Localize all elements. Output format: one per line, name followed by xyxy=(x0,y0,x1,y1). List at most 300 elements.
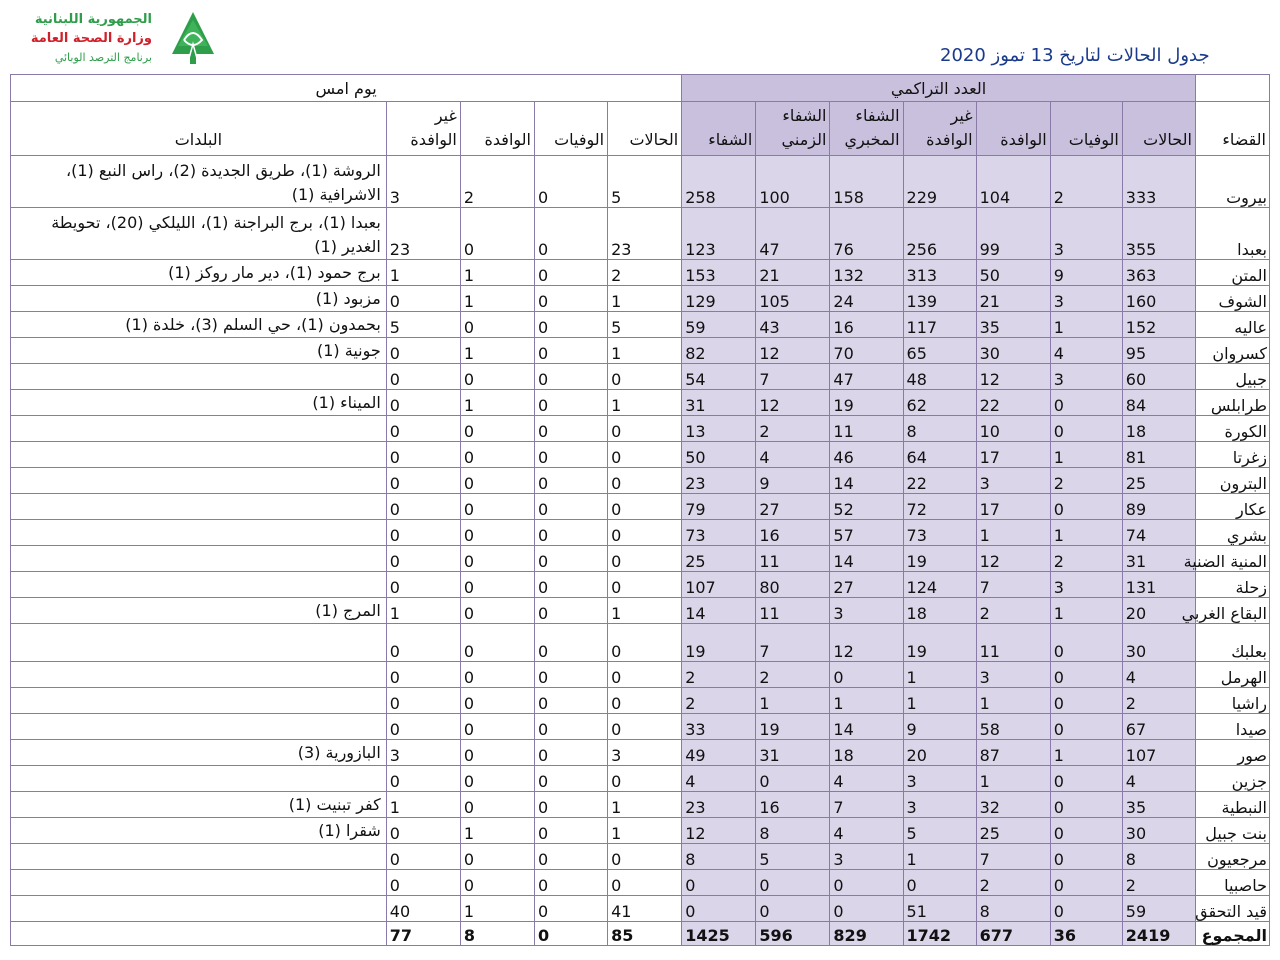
cases-cell: 355 xyxy=(1122,208,1195,260)
non-imported-cell: 64 xyxy=(903,442,976,468)
lab-recovery-cell: 829 xyxy=(830,922,903,946)
imported-cell: 87 xyxy=(976,740,1050,766)
time-recovery-cell: 2 xyxy=(756,416,830,442)
yesterday-non-imported-cell: 0 xyxy=(386,546,460,572)
lab-recovery-cell: 14 xyxy=(830,468,903,494)
yesterday-cases-cell: 1 xyxy=(608,286,682,312)
lab-recovery-cell: 7 xyxy=(830,792,903,818)
deaths-cell: 0 xyxy=(1050,494,1122,520)
towns-cell xyxy=(11,844,387,870)
yesterday-non-imported-cell: 0 xyxy=(386,468,460,494)
imported-cell: 99 xyxy=(976,208,1050,260)
deaths-cell: 1 xyxy=(1050,520,1122,546)
yesterday-deaths-cell: 0 xyxy=(534,416,607,442)
table-row xyxy=(11,286,1270,312)
logo-line-program: برنامج الترصد الوبائي xyxy=(54,51,152,64)
cases-cell: 333 xyxy=(1122,156,1195,208)
yesterday-imported-cell: 1 xyxy=(460,286,534,312)
logo-line-republic: الجمهورية اللبنانية xyxy=(34,12,152,27)
table-row xyxy=(11,390,1270,416)
recovery-cell: 59 xyxy=(682,312,756,338)
recovery-cell: 31 xyxy=(682,390,756,416)
recovery-cell: 258 xyxy=(682,156,756,208)
non-imported-cell: 1742 xyxy=(903,922,976,946)
yesterday-cases-cell: 0 xyxy=(608,870,682,896)
recovery-cell: 1425 xyxy=(682,922,756,946)
yesterday-imported-cell: 0 xyxy=(460,844,534,870)
yesterday-non-imported-cell: 0 xyxy=(386,870,460,896)
yesterday-deaths-cell: 0 xyxy=(534,442,607,468)
cases-cell: 2 xyxy=(1122,688,1195,714)
time-recovery-header: الشفاء الزمني xyxy=(756,102,830,156)
district-cell: الشوف xyxy=(1195,286,1269,312)
time-recovery-cell: 7 xyxy=(756,624,830,662)
lab-recovery-cell: 12 xyxy=(830,624,903,662)
lab-recovery-cell: 158 xyxy=(830,156,903,208)
table-row xyxy=(11,870,1270,896)
district-cell: حاصبيا xyxy=(1195,870,1269,896)
towns-cell xyxy=(11,442,387,468)
cases-cell: 2 xyxy=(1122,870,1195,896)
yesterday-cases-cell: 0 xyxy=(608,844,682,870)
yesterday-non-imported-cell: 40 xyxy=(386,896,460,922)
district-header: القضاء xyxy=(1195,102,1269,156)
lab-recovery-cell: 132 xyxy=(830,260,903,286)
yesterday-deaths-cell: 0 xyxy=(534,792,607,818)
non-imported-cell: 8 xyxy=(903,416,976,442)
imported-cell: 21 xyxy=(976,286,1050,312)
yesterday-cases-cell: 1 xyxy=(608,818,682,844)
non-imported-cell: 5 xyxy=(903,818,976,844)
deaths-cell: 0 xyxy=(1050,766,1122,792)
imported-cell: 12 xyxy=(976,546,1050,572)
time-recovery-cell: 2 xyxy=(756,662,830,688)
recovery-cell: 82 xyxy=(682,338,756,364)
recovery-cell: 54 xyxy=(682,364,756,390)
table-row xyxy=(11,740,1270,766)
towns-cell xyxy=(11,688,387,714)
non-imported-cell: 18 xyxy=(903,598,976,624)
towns-cell xyxy=(11,494,387,520)
cases-cell: 18 xyxy=(1122,416,1195,442)
district-cell: النبطية xyxy=(1195,792,1269,818)
lab-recovery-cell: 46 xyxy=(830,442,903,468)
yesterday-deaths-cell: 0 xyxy=(534,286,607,312)
towns-cell: كفر تبنيت (1) xyxy=(11,792,387,818)
yesterday-cases-cell: 0 xyxy=(608,662,682,688)
table-row xyxy=(11,468,1270,494)
district-cell: جزين xyxy=(1195,766,1269,792)
time-recovery-cell: 0 xyxy=(756,766,830,792)
yesterday-imported-cell: 0 xyxy=(460,416,534,442)
cases-cell: 31 xyxy=(1122,546,1195,572)
cumulative-group-header: العدد التراكمي xyxy=(682,75,1196,102)
yesterday-imported-header: الوافدة xyxy=(460,102,534,156)
towns-cell: الروشة (1)، طريق الجديدة (2)، راس النبع (1)، الاشرافية (1) xyxy=(11,156,387,208)
table-row xyxy=(11,818,1270,844)
imported-cell: 104 xyxy=(976,156,1050,208)
yesterday-non-imported-cell: 1 xyxy=(386,260,460,286)
cases-cell: 4 xyxy=(1122,662,1195,688)
time-recovery-cell: 7 xyxy=(756,364,830,390)
time-recovery-cell: 21 xyxy=(756,260,830,286)
recovery-cell: 2 xyxy=(682,662,756,688)
imported-cell: 1 xyxy=(976,520,1050,546)
cases-cell: 20 xyxy=(1122,598,1195,624)
yesterday-non-imported-cell: 77 xyxy=(386,922,460,946)
non-imported-cell: 229 xyxy=(903,156,976,208)
lab-recovery-cell: 4 xyxy=(830,818,903,844)
non-imported-cell: 51 xyxy=(903,896,976,922)
imported-cell: 30 xyxy=(976,338,1050,364)
recovery-cell: 14 xyxy=(682,598,756,624)
yesterday-non-imported-cell: 3 xyxy=(386,740,460,766)
towns-cell: المرج (1) xyxy=(11,598,387,624)
yesterday-deaths-cell: 0 xyxy=(534,468,607,494)
lab-recovery-cell: 57 xyxy=(830,520,903,546)
page-header xyxy=(0,0,1280,74)
district-cell: الهرمل xyxy=(1195,662,1269,688)
yesterday-imported-cell: 0 xyxy=(460,312,534,338)
district-cell: زغرتا xyxy=(1195,442,1269,468)
towns-cell: جونية (1) xyxy=(11,338,387,364)
yesterday-imported-cell: 1 xyxy=(460,818,534,844)
imported-cell: 3 xyxy=(976,468,1050,494)
time-recovery-cell: 31 xyxy=(756,740,830,766)
deaths-cell: 1 xyxy=(1050,312,1122,338)
non-imported-cell: 48 xyxy=(903,364,976,390)
yesterday-deaths-cell: 0 xyxy=(534,364,607,390)
cases-cell: 152 xyxy=(1122,312,1195,338)
district-cell: الكورة xyxy=(1195,416,1269,442)
time-recovery-cell: 1 xyxy=(756,688,830,714)
logo-line-ministry: وزارة الصحة العامة xyxy=(30,31,152,46)
yesterday-cases-cell: 0 xyxy=(608,442,682,468)
yesterday-imported-cell: 1 xyxy=(460,338,534,364)
deaths-cell: 3 xyxy=(1050,364,1122,390)
time-recovery-cell: 11 xyxy=(756,546,830,572)
district-cell: مرجعيون xyxy=(1195,844,1269,870)
yesterday-deaths-cell: 0 xyxy=(534,546,607,572)
lab-recovery-cell: 0 xyxy=(830,662,903,688)
yesterday-imported-cell: 0 xyxy=(460,598,534,624)
yesterday-imported-cell: 2 xyxy=(460,156,534,208)
yesterday-cases-cell: 5 xyxy=(608,312,682,338)
district-group-header xyxy=(1195,75,1269,102)
cedar-tree-icon xyxy=(162,10,224,70)
yesterday-imported-cell: 0 xyxy=(460,688,534,714)
towns-header: البلدات xyxy=(11,102,387,156)
yesterday-deaths-cell: 0 xyxy=(534,740,607,766)
cases-cell: 59 xyxy=(1122,896,1195,922)
non-imported-cell: 1 xyxy=(903,844,976,870)
imported-cell: 8 xyxy=(976,896,1050,922)
recovery-cell: 49 xyxy=(682,740,756,766)
yesterday-non-imported-cell: 0 xyxy=(386,364,460,390)
time-recovery-cell: 8 xyxy=(756,818,830,844)
deaths-cell: 0 xyxy=(1050,688,1122,714)
imported-cell: 677 xyxy=(976,922,1050,946)
towns-cell xyxy=(11,546,387,572)
yesterday-imported-cell: 0 xyxy=(460,468,534,494)
table-row xyxy=(11,624,1270,662)
yesterday-non-imported-cell: 0 xyxy=(386,844,460,870)
recovery-cell: 8 xyxy=(682,844,756,870)
district-cell: عاليه xyxy=(1195,312,1269,338)
yesterday-deaths-cell: 0 xyxy=(534,520,607,546)
cases-cell: 363 xyxy=(1122,260,1195,286)
district-cell: صور xyxy=(1195,740,1269,766)
deaths-cell: 3 xyxy=(1050,572,1122,598)
recovery-cell: 33 xyxy=(682,714,756,740)
imported-cell: 22 xyxy=(976,390,1050,416)
imported-cell: 1 xyxy=(976,766,1050,792)
yesterday-non-imported-cell: 0 xyxy=(386,390,460,416)
recovery-cell: 0 xyxy=(682,896,756,922)
yesterday-cases-cell: 1 xyxy=(608,598,682,624)
yesterday-imported-cell: 1 xyxy=(460,390,534,416)
yesterday-non-imported-cell: 0 xyxy=(386,442,460,468)
ministry-logo xyxy=(12,10,232,70)
yesterday-cases-cell: 1 xyxy=(608,390,682,416)
non-imported-cell: 62 xyxy=(903,390,976,416)
yesterday-non-imported-cell: 0 xyxy=(386,338,460,364)
imported-cell: 7 xyxy=(976,572,1050,598)
towns-cell: شقرا (1) xyxy=(11,818,387,844)
yesterday-deaths-cell: 0 xyxy=(534,922,607,946)
yesterday-cases-cell: 5 xyxy=(608,156,682,208)
recovery-cell: 2 xyxy=(682,688,756,714)
district-cell: بيروت xyxy=(1195,156,1269,208)
district-cell: بنت جبيل xyxy=(1195,818,1269,844)
lab-recovery-cell: 70 xyxy=(830,338,903,364)
table-row xyxy=(11,312,1270,338)
towns-cell xyxy=(11,572,387,598)
imported-header: الوافدة xyxy=(976,102,1050,156)
towns-cell xyxy=(11,922,387,946)
district-cell: المنية الضنية xyxy=(1195,546,1269,572)
non-imported-cell: 20 xyxy=(903,740,976,766)
non-imported-cell: 19 xyxy=(903,624,976,662)
non-imported-cell: 124 xyxy=(903,572,976,598)
recovery-cell: 0 xyxy=(682,870,756,896)
yesterday-cases-cell: 0 xyxy=(608,494,682,520)
imported-cell: 7 xyxy=(976,844,1050,870)
yesterday-deaths-cell: 0 xyxy=(534,766,607,792)
yesterday-deaths-cell: 0 xyxy=(534,870,607,896)
yesterday-cases-cell: 0 xyxy=(608,688,682,714)
lab-recovery-cell: 0 xyxy=(830,870,903,896)
lab-recovery-cell: 27 xyxy=(830,572,903,598)
non-imported-cell: 0 xyxy=(903,870,976,896)
towns-cell: بحمدون (1)، حي السلم (3)، خلدة (1) xyxy=(11,312,387,338)
imported-cell: 11 xyxy=(976,624,1050,662)
non-imported-cell: 3 xyxy=(903,766,976,792)
yesterday-imported-cell: 0 xyxy=(460,546,534,572)
deaths-cell: 2 xyxy=(1050,468,1122,494)
yesterday-cases-cell: 2 xyxy=(608,260,682,286)
lab-recovery-cell: 24 xyxy=(830,286,903,312)
deaths-cell: 3 xyxy=(1050,286,1122,312)
cases-cell: 67 xyxy=(1122,714,1195,740)
recovery-cell: 123 xyxy=(682,208,756,260)
yesterday-deaths-cell: 0 xyxy=(534,896,607,922)
district-cell: بعبدا xyxy=(1195,208,1269,260)
lab-recovery-cell: 3 xyxy=(830,844,903,870)
yesterday-deaths-cell: 0 xyxy=(534,598,607,624)
yesterday-non-imported-cell: 0 xyxy=(386,624,460,662)
time-recovery-cell: 16 xyxy=(756,520,830,546)
table-row xyxy=(11,546,1270,572)
yesterday-deaths-cell: 0 xyxy=(534,572,607,598)
yesterday-cases-cell: 0 xyxy=(608,520,682,546)
time-recovery-cell: 11 xyxy=(756,598,830,624)
yesterday-deaths-cell: 0 xyxy=(534,688,607,714)
time-recovery-cell: 80 xyxy=(756,572,830,598)
non-imported-cell: 3 xyxy=(903,792,976,818)
yesterday-group-header: يوم امس xyxy=(11,75,682,102)
time-recovery-cell: 4 xyxy=(756,442,830,468)
yesterday-cases-cell: 1 xyxy=(608,792,682,818)
non-imported-cell: 1 xyxy=(903,662,976,688)
page-title: جدول الحالات لتاريخ 13 تموز 2020 xyxy=(940,45,1210,66)
yesterday-non-imported-cell: 3 xyxy=(386,156,460,208)
towns-cell xyxy=(11,624,387,662)
imported-cell: 17 xyxy=(976,494,1050,520)
yesterday-deaths-cell: 0 xyxy=(534,818,607,844)
recovery-cell: 23 xyxy=(682,792,756,818)
towns-cell: برج حمود (1)، دير مار روكز (1) xyxy=(11,260,387,286)
lab-recovery-cell: 19 xyxy=(830,390,903,416)
district-cell: المجموع xyxy=(1195,922,1269,946)
yesterday-non-imported-cell: 0 xyxy=(386,520,460,546)
district-cell: طرابلس xyxy=(1195,390,1269,416)
yesterday-cases-cell: 85 xyxy=(608,922,682,946)
district-cell: البقاع الغربي xyxy=(1195,598,1269,624)
yesterday-imported-cell: 0 xyxy=(460,870,534,896)
yesterday-deaths-cell: 0 xyxy=(534,662,607,688)
lab-recovery-cell: 3 xyxy=(830,598,903,624)
yesterday-non-imported-cell: 0 xyxy=(386,572,460,598)
lab-recovery-cell: 18 xyxy=(830,740,903,766)
table-row xyxy=(11,364,1270,390)
district-cell: قيد التحقق xyxy=(1195,896,1269,922)
cases-cell: 95 xyxy=(1122,338,1195,364)
table-row xyxy=(11,688,1270,714)
non-imported-cell: 139 xyxy=(903,286,976,312)
table-row xyxy=(11,598,1270,624)
yesterday-cases-cell: 0 xyxy=(608,546,682,572)
non-imported-header: غير الوافدة xyxy=(903,102,976,156)
yesterday-cases-cell: 3 xyxy=(608,740,682,766)
yesterday-imported-cell: 0 xyxy=(460,662,534,688)
towns-cell xyxy=(11,520,387,546)
time-recovery-cell: 12 xyxy=(756,390,830,416)
non-imported-cell: 72 xyxy=(903,494,976,520)
deaths-cell: 0 xyxy=(1050,390,1122,416)
yesterday-deaths-cell: 0 xyxy=(534,494,607,520)
time-recovery-cell: 27 xyxy=(756,494,830,520)
yesterday-non-imported-cell: 1 xyxy=(386,792,460,818)
time-recovery-cell: 19 xyxy=(756,714,830,740)
deaths-cell: 1 xyxy=(1050,740,1122,766)
deaths-cell: 0 xyxy=(1050,714,1122,740)
yesterday-deaths-cell: 0 xyxy=(534,312,607,338)
cases-cell: 35 xyxy=(1122,792,1195,818)
yesterday-non-imported-cell: 5 xyxy=(386,312,460,338)
yesterday-non-imported-cell: 0 xyxy=(386,818,460,844)
recovery-cell: 50 xyxy=(682,442,756,468)
towns-cell xyxy=(11,766,387,792)
cases-cell: 84 xyxy=(1122,390,1195,416)
yesterday-cases-cell: 0 xyxy=(608,766,682,792)
recovery-cell: 79 xyxy=(682,494,756,520)
deaths-cell: 3 xyxy=(1050,208,1122,260)
deaths-cell: 2 xyxy=(1050,156,1122,208)
cases-cell: 4 xyxy=(1122,766,1195,792)
towns-cell xyxy=(11,662,387,688)
yesterday-cases-cell: 0 xyxy=(608,416,682,442)
table-body xyxy=(11,156,1270,946)
deaths-cell: 0 xyxy=(1050,624,1122,662)
imported-cell: 35 xyxy=(976,312,1050,338)
time-recovery-cell: 596 xyxy=(756,922,830,946)
lab-recovery-cell: 1 xyxy=(830,688,903,714)
time-recovery-cell: 5 xyxy=(756,844,830,870)
imported-cell: 2 xyxy=(976,870,1050,896)
yesterday-cases-cell: 0 xyxy=(608,468,682,494)
imported-cell: 1 xyxy=(976,688,1050,714)
recovery-cell: 4 xyxy=(682,766,756,792)
table-row xyxy=(11,260,1270,286)
yesterday-imported-cell: 0 xyxy=(460,766,534,792)
towns-cell xyxy=(11,468,387,494)
cases-cell: 81 xyxy=(1122,442,1195,468)
total-row xyxy=(11,922,1270,946)
yesterday-cases-cell: 0 xyxy=(608,624,682,662)
cases-cell: 2419 xyxy=(1122,922,1195,946)
cases-cell: 74 xyxy=(1122,520,1195,546)
yesterday-deaths-cell: 0 xyxy=(534,390,607,416)
lab-recovery-cell: 11 xyxy=(830,416,903,442)
lab-recovery-cell: 0 xyxy=(830,896,903,922)
deaths-cell: 0 xyxy=(1050,662,1122,688)
cases-cell: 131 xyxy=(1122,572,1195,598)
yesterday-non-imported-cell: 0 xyxy=(386,766,460,792)
non-imported-cell: 313 xyxy=(903,260,976,286)
deaths-cell: 0 xyxy=(1050,896,1122,922)
time-recovery-cell: 47 xyxy=(756,208,830,260)
yesterday-deaths-cell: 0 xyxy=(534,156,607,208)
lab-recovery-cell: 4 xyxy=(830,766,903,792)
deaths-header: الوفيات xyxy=(1050,102,1122,156)
non-imported-cell: 9 xyxy=(903,714,976,740)
towns-cell: الميناء (1) xyxy=(11,390,387,416)
yesterday-non-imported-cell: 23 xyxy=(386,208,460,260)
cases-cell: 107 xyxy=(1122,740,1195,766)
yesterday-cases-cell: 0 xyxy=(608,714,682,740)
yesterday-deaths-cell: 0 xyxy=(534,714,607,740)
towns-cell: بعبدا (1)، برج البراجنة (1)، الليلكي (20)، تحويطة الغدير (1) xyxy=(11,208,387,260)
yesterday-deaths-cell: 0 xyxy=(534,624,607,662)
deaths-cell: 9 xyxy=(1050,260,1122,286)
recovery-cell: 153 xyxy=(682,260,756,286)
towns-cell xyxy=(11,364,387,390)
towns-cell xyxy=(11,714,387,740)
cases-cell: 89 xyxy=(1122,494,1195,520)
table-row xyxy=(11,208,1270,260)
district-cell: بعلبك xyxy=(1195,624,1269,662)
